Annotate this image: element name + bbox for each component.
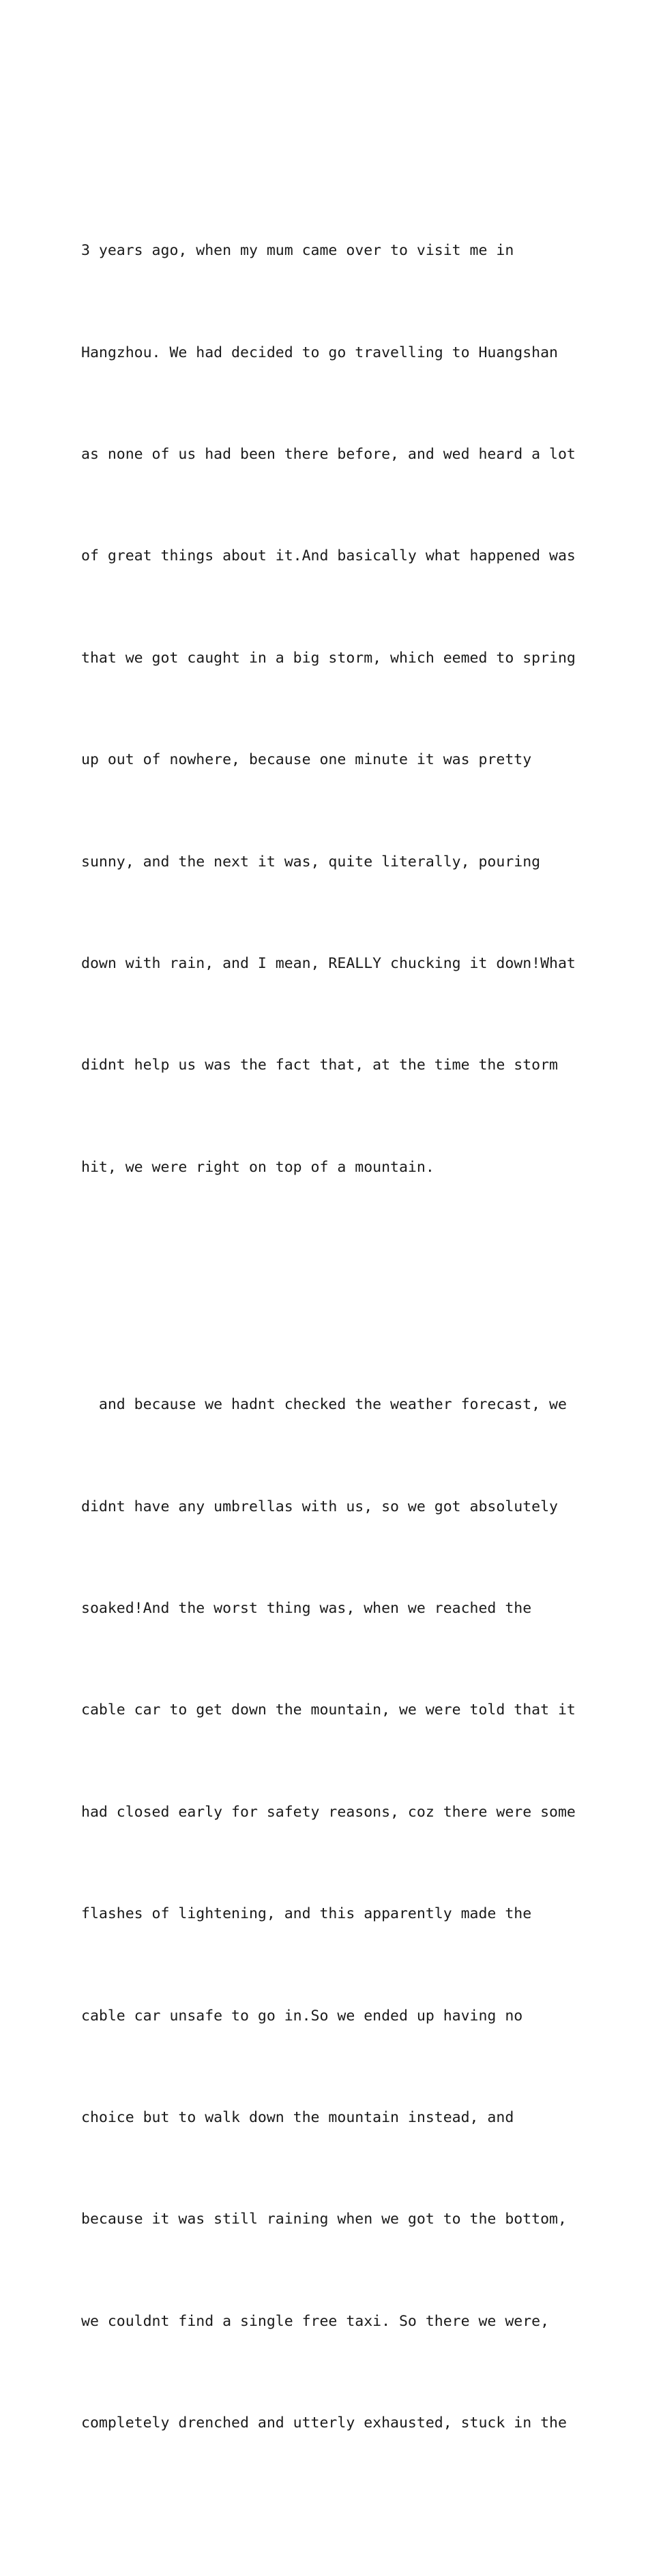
- text-line: didnt help us was the fact that, at the time the storm: [81, 1057, 558, 1074]
- text-line: choice but to walk down the mountain instead, and: [81, 2109, 514, 2127]
- text-line: as none of us had been there before, and wed heard a lot: [81, 445, 576, 463]
- text-line: of great things about it.And basically what happened was: [81, 547, 576, 565]
- text-line: hit, we were right on top of a mountain.: [81, 1158, 435, 1176]
- text-line: sunny, and the next it was, quite literally, pouring: [81, 853, 541, 870]
- text-line: and because we hadnt checked the weather forecast, we: [81, 1396, 567, 1414]
- text-line: had closed early for safety reasons, coz there were some: [81, 1803, 576, 1821]
- text-line: soaked!And the worst thing was, when we reached the: [81, 1600, 532, 1618]
- paragraph-2: [81, 1320, 576, 2509]
- text-line: didnt have any umbrellas with us, so we got absolutely: [81, 1498, 558, 1515]
- text-line: that we got caught in a big storm, which eemed to spring: [81, 649, 576, 667]
- text-line: because it was still raining when we got to the bottom,: [81, 2211, 567, 2228]
- text-line: 3 years ago, when my mum came over to visit me in: [81, 242, 514, 260]
- text-line: up out of nowhere, because one minute it was pretty: [81, 751, 532, 769]
- text-line: cable car unsafe to go in.So we ended up having no: [81, 2007, 523, 2025]
- text-line: we couldnt find a single free taxi. So there we were,: [81, 2312, 550, 2330]
- text-line: flashes of lightening, and this apparently made the: [81, 1905, 532, 1923]
- text-line: Hangzhou. We had decided to go travelling to Huangshan: [81, 344, 558, 361]
- text-line: completely drenched and utterly exhausted, stuck in the: [81, 2414, 567, 2432]
- text-line: down with rain, and I mean, REALLY chucking it down!What: [81, 954, 576, 972]
- paragraph-1: [81, 166, 576, 1253]
- text-line: cable car to get down the mountain, we were told that it: [81, 1701, 576, 1719]
- document-body: [81, 98, 576, 2576]
